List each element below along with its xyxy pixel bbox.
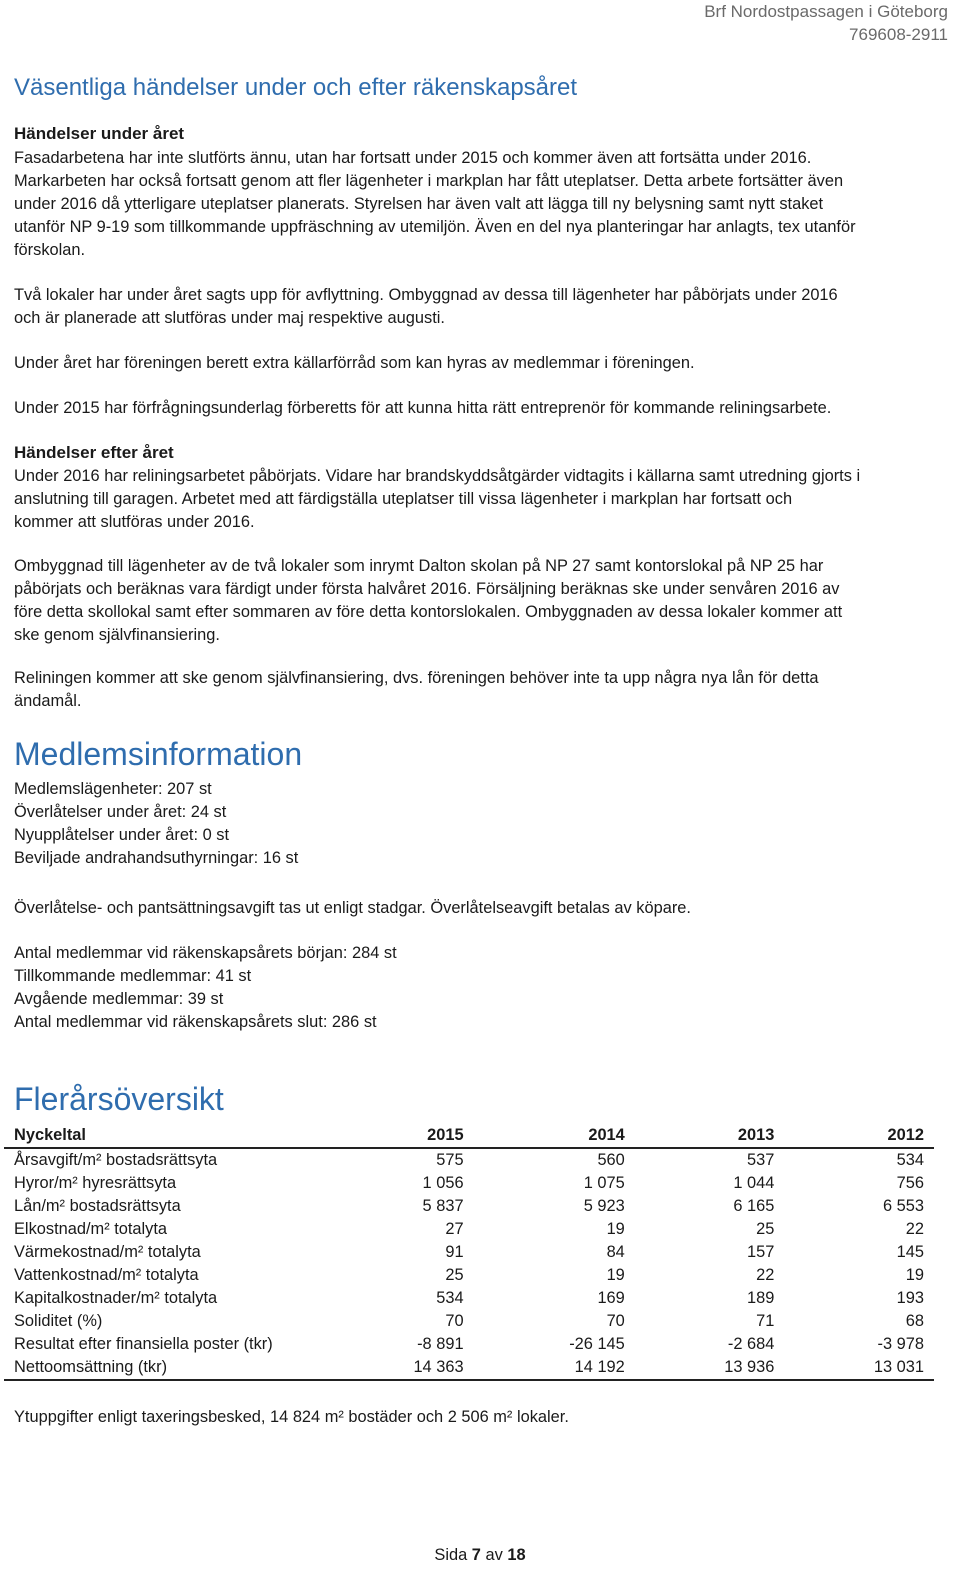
table-cell: 13 031 xyxy=(784,1356,934,1380)
table-row xyxy=(4,1333,934,1356)
table-cell: Nettoomsättning (tkr) xyxy=(4,1356,324,1380)
paragraph xyxy=(14,397,950,420)
table-cell: 157 xyxy=(747,1243,775,1261)
page-of: av xyxy=(485,1546,503,1564)
column-header: 2012 xyxy=(784,1124,934,1148)
text-line: och är planerade att slutföras under maj respektive augusti. xyxy=(14,309,445,327)
table-cell: 91 xyxy=(445,1243,464,1261)
table-cell: Soliditet (%) xyxy=(14,1312,103,1330)
subheading-after-year: Händelser efter året xyxy=(14,443,174,462)
table-cell: 534 xyxy=(436,1289,464,1307)
table-cell: 70 xyxy=(606,1312,625,1330)
column-header: 2013 xyxy=(635,1124,785,1148)
paragraph xyxy=(14,352,950,375)
text-line: Antal medlemmar vid räkenskapsårets slut: 286 st xyxy=(14,1013,377,1031)
table-header-row xyxy=(4,1124,934,1148)
page-footer xyxy=(0,1546,960,1565)
text-line: Under 2016 har reliningsarbetet påbörjats. Vidare har brandskyddsåtgärder vidtagits i källarna samt utredning gjorts i xyxy=(14,467,861,485)
text-line: ske genom självfinansiering. xyxy=(14,626,220,644)
text-line: anslutning till garagen. Arbetet med att färdigställa uteplatser till vissa lägenheter i markplan har fortsatt och xyxy=(14,490,793,508)
text-line: Nyupplåtelser under året: 0 st xyxy=(14,826,230,844)
table-cell: 68 xyxy=(905,1312,924,1330)
paragraph xyxy=(14,465,950,534)
table-cell: Elkostnad/m² totalyta xyxy=(14,1220,168,1238)
table-cell: 25 xyxy=(445,1266,464,1284)
table-cell: 145 xyxy=(896,1243,924,1261)
table-row xyxy=(4,1195,934,1218)
text-line: Markarbeten har också fortsatt genom att fler lägenheter i markplan har fått uteplatser. Detta arbete fortsätter även xyxy=(14,172,844,190)
text-line: utanför NP 9-19 som tillkommande uppfräschning av utemiljön. Även en del nya planteringar har anlagts, tex utanför xyxy=(14,218,856,236)
text-line: Fasadarbetena har inte slutförts ännu, utan har fortsatt under 2015 och kommer även att fortsätta under 2016. xyxy=(14,149,812,167)
table-cell: 14 363 xyxy=(324,1356,474,1380)
table-cell: -2 684 xyxy=(727,1335,775,1353)
table-cell: 534 xyxy=(896,1151,924,1169)
table-cell: 1 044 xyxy=(733,1174,775,1192)
table-cell: 19 xyxy=(606,1220,625,1238)
paragraph xyxy=(14,667,950,713)
subheading-during-year: Händelser under året xyxy=(14,124,185,143)
column-header: 2015 xyxy=(324,1124,474,1148)
section-title-events: Väsentliga händelser under och efter räkenskapsåret xyxy=(14,74,578,101)
text-line: förskolan. xyxy=(14,241,86,259)
text-line: påbörjats och beräknas vara färdigt under första halvåret 2016. Försäljning beräknas ske under senvåren 2016 av xyxy=(14,580,840,598)
paragraph xyxy=(14,284,950,330)
text-line: Överlåtelse- och pantsättningsavgift tas ut enligt stadgar. Överlåtelseavgift betalas av köpare. xyxy=(14,899,691,917)
table-cell: Resultat efter finansiella poster (tkr) xyxy=(14,1335,273,1353)
text-line: före detta skollokal samt efter sommaren av före detta kontorslokalen. Ombyggnaden av dessa lokaler kommer att xyxy=(14,603,843,621)
table-cell: Hyror/m² hyresrättsyta xyxy=(14,1174,177,1192)
section-title-members: Medlemsinformation xyxy=(14,736,303,772)
table-cell: Årsavgift/m² bostadsrättsyta xyxy=(14,1151,218,1169)
member-counts xyxy=(14,942,950,1034)
table-row xyxy=(4,1356,934,1380)
key-figures-table xyxy=(4,1124,934,1381)
table-body xyxy=(4,1148,934,1380)
table-cell: 19 xyxy=(606,1266,625,1284)
table-cell: 560 xyxy=(597,1151,625,1169)
column-header: Nyckeltal xyxy=(4,1124,324,1148)
area-note: Ytuppgifter enligt taxeringsbesked, 14 824 m² bostäder och 2 506 m² lokaler. xyxy=(14,1408,569,1426)
table-cell: 537 xyxy=(747,1151,775,1169)
table-cell: 84 xyxy=(606,1243,625,1261)
table-cell: 756 xyxy=(896,1174,924,1192)
paragraph xyxy=(14,555,950,647)
table-cell: 6 165 xyxy=(733,1197,775,1215)
table-cell: 5 923 xyxy=(583,1197,625,1215)
text-line: Avgående medlemmar: 39 st xyxy=(14,990,224,1008)
fees-paragraph xyxy=(14,897,950,920)
table-cell: 22 xyxy=(905,1220,924,1238)
table-cell: 22 xyxy=(756,1266,775,1284)
text-line: under 2016 då ytterligare uteplatser planerats. Styrelsen har även valt att lägga till ny belysning samt nytt staket xyxy=(14,195,824,213)
organization-number: 769608-2911 xyxy=(849,25,948,44)
table-cell: 5 837 xyxy=(422,1197,464,1215)
paragraph xyxy=(14,147,950,262)
organization-name: Brf Nordostpassagen i Göteborg xyxy=(704,2,948,21)
text-line: Under 2015 har förfrågningsunderlag förberetts för att kunna hitta rätt entreprenör för kommande reliningsarbete. xyxy=(14,399,832,417)
table-cell: 189 xyxy=(747,1289,775,1307)
page-label: Sida xyxy=(434,1546,468,1564)
table-cell: -26 145 xyxy=(569,1335,625,1353)
table-cell: 193 xyxy=(896,1289,924,1307)
table-cell: Värmekostnad/m² totalyta xyxy=(14,1243,201,1261)
table-cell: 71 xyxy=(756,1312,775,1330)
table-cell: 1 075 xyxy=(583,1174,625,1192)
table-row xyxy=(4,1310,934,1333)
table-cell: 169 xyxy=(597,1289,625,1307)
member-stats xyxy=(14,778,950,870)
table-cell: 19 xyxy=(905,1266,924,1284)
page-number: 7 xyxy=(471,1546,481,1564)
text-line: Ombyggnad till lägenheter av de två lokaler som inrymt Dalton skolan på NP 27 samt kontorslokal på NP 25 har xyxy=(14,557,824,575)
table-cell: 70 xyxy=(445,1312,464,1330)
text-line: Antal medlemmar vid räkenskapsårets början: 284 st xyxy=(14,944,397,962)
text-line: Två lokaler har under året sagts upp för avflyttning. Ombyggnad av dessa till lägenheter har påbörjats under 2016 xyxy=(14,286,838,304)
table-cell: 25 xyxy=(756,1220,775,1238)
text-line: kommer att slutföras under 2016. xyxy=(14,513,255,531)
table-row xyxy=(4,1148,934,1172)
text-line: Under året har föreningen berett extra källarförråd som kan hyras av medlemmar i föreningen. xyxy=(14,354,695,372)
table-cell: Lån/m² bostadsrättsyta xyxy=(14,1197,181,1215)
table-row xyxy=(4,1218,934,1241)
text-line: Tillkommande medlemmar: 41 st xyxy=(14,967,252,985)
text-line: Beviljade andrahandsuthyrningar: 16 st xyxy=(14,849,299,867)
column-header: 2014 xyxy=(474,1124,635,1148)
text-line: Medlemslägenheter: 207 st xyxy=(14,780,212,798)
table-cell: 1 056 xyxy=(422,1174,464,1192)
table-cell: Kapitalkostnader/m² totalyta xyxy=(14,1289,218,1307)
table-row xyxy=(4,1172,934,1195)
table-cell: 27 xyxy=(445,1220,464,1238)
text-line: Reliningen kommer att ske genom självfinansiering, dvs. föreningen behöver inte ta upp några nya lån för detta xyxy=(14,669,819,687)
text-line: ändamål. xyxy=(14,692,82,710)
table-cell: 575 xyxy=(436,1151,464,1169)
section-title-overview: Flerårsöversikt xyxy=(14,1081,224,1117)
table-row xyxy=(4,1264,934,1287)
table-cell: 14 192 xyxy=(474,1356,635,1380)
table-cell: -3 978 xyxy=(877,1335,924,1353)
page-total: 18 xyxy=(507,1546,526,1564)
table-cell: Vattenkostnad/m² totalyta xyxy=(14,1266,199,1284)
table-cell: 6 553 xyxy=(882,1197,924,1215)
table-row xyxy=(4,1287,934,1310)
table-row xyxy=(4,1241,934,1264)
organization-header xyxy=(704,0,948,46)
text-line: Överlåtelser under året: 24 st xyxy=(14,803,227,821)
table-cell: -8 891 xyxy=(417,1335,464,1353)
table-cell: 13 936 xyxy=(635,1356,785,1380)
